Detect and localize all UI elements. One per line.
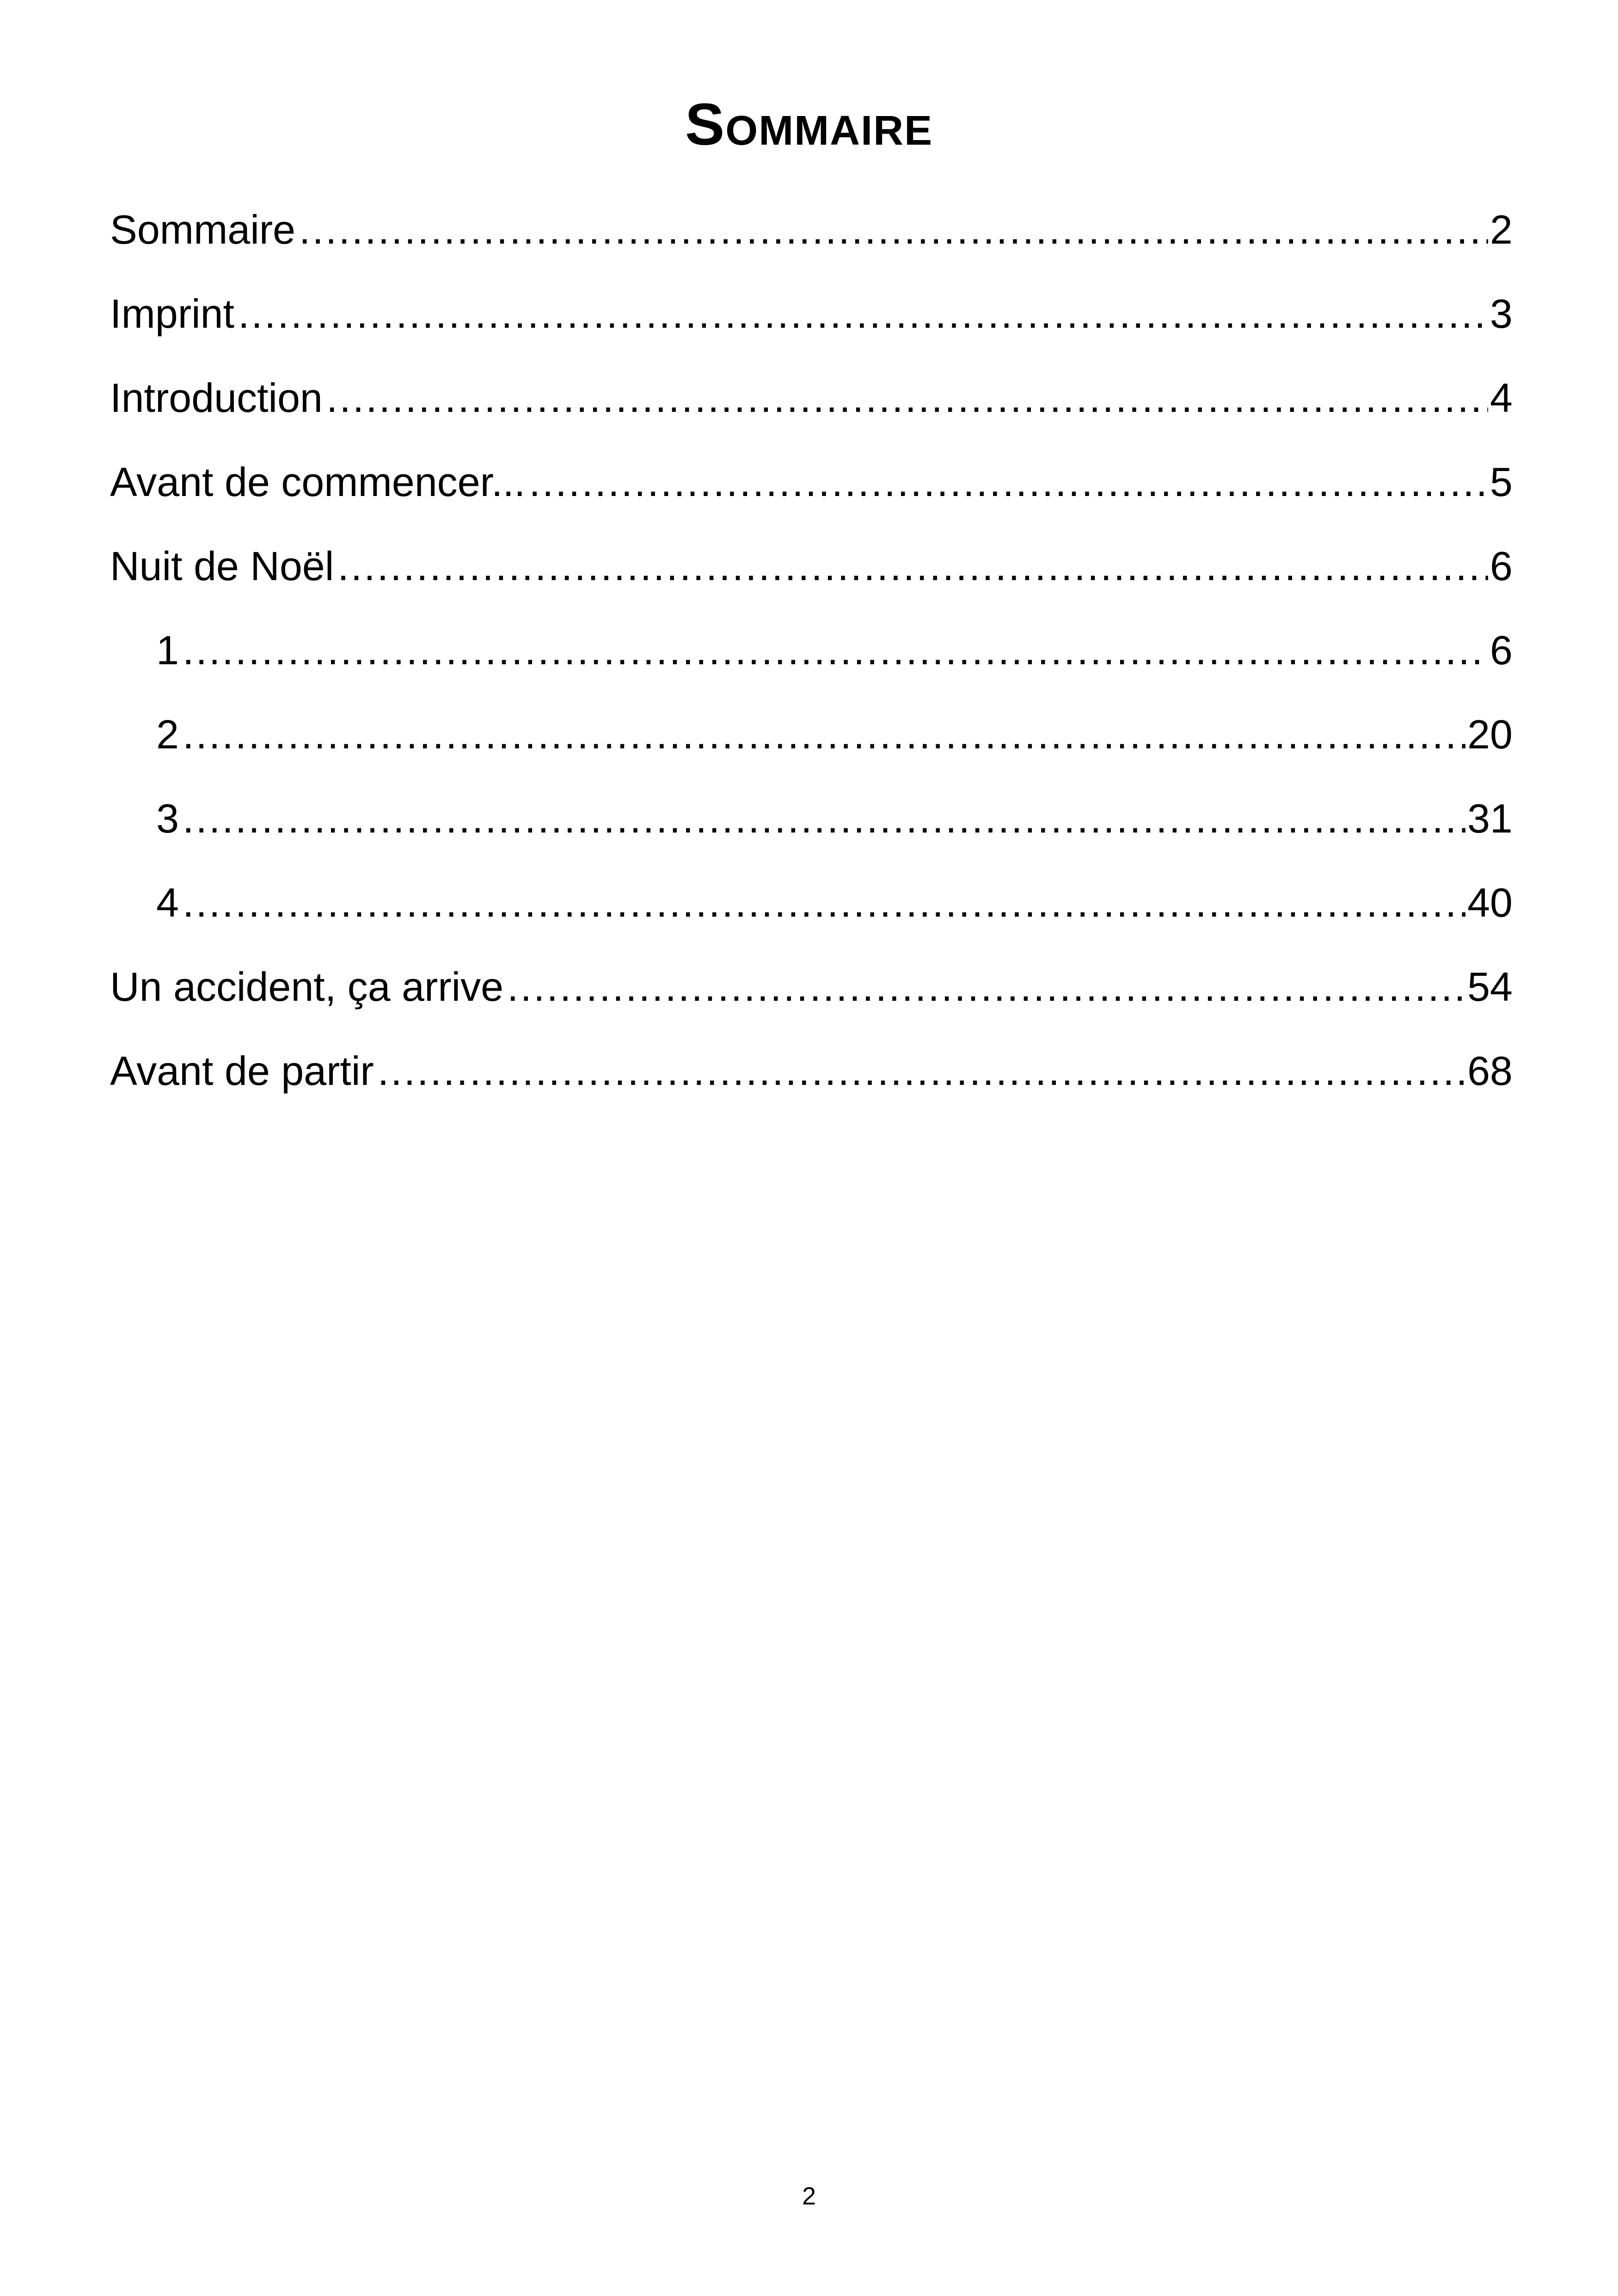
toc-entry-label: Un accident, ça arrive (110, 964, 504, 1010)
toc-dot-leader (238, 284, 1488, 344)
toc-entry-page-number: 31 (1467, 796, 1513, 841)
toc-entry-page-number: 6 (1490, 543, 1513, 589)
toc-entry-label: 3 (156, 796, 179, 841)
page-title: Sommaire (685, 92, 933, 158)
page-number: 2 (802, 2182, 816, 2210)
toc-entry-label: Imprint (110, 291, 234, 337)
table-of-contents (110, 200, 1513, 1125)
toc-entry-label: 2 (156, 711, 179, 757)
toc-entry-label: 4 (156, 880, 179, 925)
toc-entry-page-number: 5 (1490, 459, 1513, 505)
toc-entry-page-number: 3 (1490, 291, 1513, 337)
toc-entry-page-number: 4 (1490, 375, 1513, 421)
toc-entry-avant-de-commencer[interactable] (110, 452, 1513, 536)
toc-entry-page-number: 54 (1467, 964, 1513, 1010)
toc-entry-label: 1 (156, 627, 179, 673)
toc-dot-leader (299, 200, 1488, 260)
toc-dot-leader (183, 620, 1488, 680)
toc-subentry-3[interactable] (110, 789, 1513, 873)
toc-entry-label: Avant de partir (110, 1048, 374, 1094)
toc-entry-page-number: 68 (1467, 1048, 1513, 1094)
toc-entry-page-number: 20 (1467, 711, 1513, 757)
toc-entry-label: Sommaire (110, 207, 295, 252)
toc-dot-leader (507, 957, 1465, 1017)
toc-entry-page-number: 2 (1490, 207, 1513, 252)
toc-dot-leader (183, 873, 1465, 933)
toc-dot-leader (529, 452, 1488, 512)
toc-dot-leader (183, 789, 1465, 849)
toc-dot-leader (183, 704, 1465, 765)
toc-entry-imprint[interactable] (110, 284, 1513, 368)
toc-entry-page-number: 40 (1467, 880, 1513, 925)
toc-entry-page-number: 6 (1490, 627, 1513, 673)
toc-subentry-1[interactable] (110, 620, 1513, 704)
toc-entry-label: Avant de commencer... (110, 459, 526, 505)
toc-entry-nuit-de-noel[interactable] (110, 536, 1513, 620)
toc-subentry-2[interactable] (110, 704, 1513, 789)
toc-entry-label: Introduction (110, 375, 323, 421)
toc-entry-introduction[interactable] (110, 368, 1513, 452)
toc-entry-sommaire[interactable] (110, 200, 1513, 284)
toc-dot-leader (337, 536, 1488, 596)
toc-entry-label: Nuit de Noël (110, 543, 334, 589)
toc-dot-leader (378, 1041, 1465, 1101)
toc-entry-avant-de-partir[interactable] (110, 1041, 1513, 1125)
toc-dot-leader (326, 368, 1488, 428)
toc-subentry-4[interactable] (110, 873, 1513, 957)
toc-entry-un-accident[interactable] (110, 957, 1513, 1041)
